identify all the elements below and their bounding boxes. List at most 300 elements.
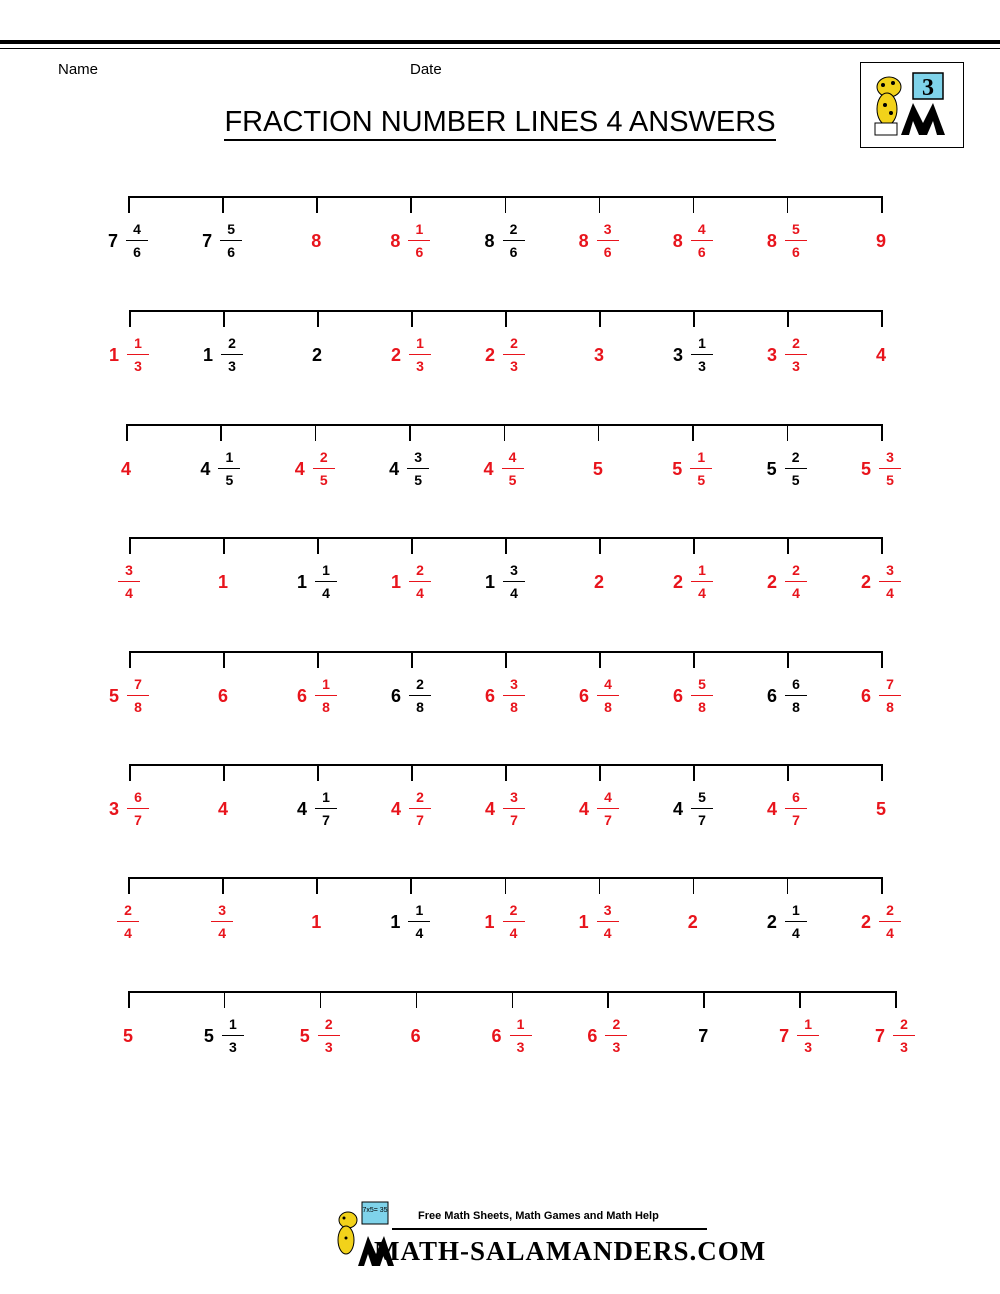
number-line-tick — [505, 877, 507, 894]
whole-number: 3 — [672, 344, 684, 365]
fraction-bar — [318, 1035, 340, 1037]
numerator: 3 — [510, 788, 518, 805]
fraction — [605, 1017, 627, 1056]
numerator: 5 — [227, 220, 236, 237]
number-line-label — [109, 676, 149, 716]
page-title — [0, 106, 1000, 139]
fraction — [785, 222, 807, 261]
fraction — [503, 563, 525, 602]
numerator: 5 — [698, 788, 706, 805]
fraction — [117, 903, 139, 942]
fraction-bar — [218, 468, 240, 470]
denominator: 4 — [792, 585, 800, 602]
denominator: 8 — [416, 699, 424, 716]
fraction-bar — [503, 581, 525, 583]
whole-number: 4 — [390, 798, 402, 819]
fraction — [222, 1017, 244, 1056]
numerator: 2 — [509, 220, 518, 237]
denominator: 3 — [324, 1039, 333, 1056]
denominator: 4 — [415, 925, 424, 942]
number-line-tick — [799, 991, 801, 1008]
number-line-label — [779, 1016, 819, 1056]
whole-number: 3 — [108, 798, 120, 819]
whole-number: 4 — [875, 344, 887, 365]
number-line-label — [579, 902, 619, 942]
number-line-tick — [409, 424, 411, 441]
whole-number: 2 — [766, 571, 778, 592]
numerator: 4 — [604, 675, 612, 692]
number-line-label — [579, 789, 619, 829]
numerator: 2 — [416, 561, 424, 578]
numerator: 2 — [886, 901, 894, 918]
whole-number: 2 — [311, 344, 323, 365]
fraction-bar — [691, 695, 713, 697]
fraction — [127, 336, 149, 375]
denominator: 7 — [792, 812, 800, 829]
numerator: 2 — [900, 1015, 908, 1032]
logo-grade-text: 3 — [922, 75, 934, 101]
fraction — [127, 790, 149, 829]
denominator: 4 — [791, 925, 800, 942]
fraction — [597, 790, 619, 829]
denominator: 6 — [603, 244, 612, 261]
number-line-label — [485, 335, 525, 375]
numerator: 3 — [218, 901, 227, 918]
number-line-tick — [881, 424, 883, 441]
numerator: 2 — [612, 1015, 621, 1032]
numerator: 3 — [510, 675, 518, 692]
numerator: 6 — [792, 788, 800, 805]
footer-brand: MATH-SALAMANDERS.COM — [374, 1236, 767, 1266]
fraction-bar — [315, 695, 337, 697]
number-line-tick — [505, 651, 507, 668]
whole-number: 8 — [672, 230, 683, 251]
fraction — [408, 903, 430, 942]
fraction-bar — [691, 581, 713, 583]
fraction-bar — [211, 921, 233, 923]
numerator: 5 — [791, 220, 800, 237]
fraction — [510, 1017, 532, 1056]
number-line — [128, 877, 881, 897]
numerator: 2 — [228, 334, 236, 351]
denominator: 4 — [124, 925, 132, 942]
numerator: 1 — [322, 675, 330, 692]
number-line-label — [767, 902, 807, 942]
number-line-label — [594, 335, 604, 375]
numerator: 4 — [604, 788, 612, 805]
numerator: 3 — [886, 448, 894, 465]
whole-number: 2 — [766, 911, 777, 932]
whole-number: 4 — [296, 798, 308, 819]
fraction-bar — [409, 354, 431, 356]
number-line-tick — [599, 877, 601, 894]
numerator: 1 — [697, 448, 706, 465]
number-line-tick — [599, 651, 601, 668]
number-line-label — [117, 902, 139, 942]
number-line-tick — [787, 537, 789, 554]
fraction-bar — [220, 240, 242, 242]
number-line-label — [203, 335, 243, 375]
whole-number: 2 — [672, 571, 684, 592]
whole-number: 5 — [672, 458, 683, 479]
fraction-bar — [597, 695, 619, 697]
number-line-tick — [220, 424, 222, 441]
number-line-tick — [317, 537, 319, 554]
number-line-tick — [599, 310, 601, 327]
number-line-label — [672, 449, 712, 489]
fraction-bar — [315, 808, 337, 810]
numerator: 3 — [603, 901, 612, 918]
whole-number: 4 — [766, 798, 778, 819]
number-line-tick — [411, 537, 413, 554]
whole-number: 3 — [593, 344, 605, 365]
number-line-label — [391, 562, 431, 602]
whole-number: 4 — [672, 798, 684, 819]
fraction — [126, 222, 148, 261]
whole-number: 6 — [296, 685, 308, 706]
whole-number: 7 — [698, 1025, 709, 1046]
denominator: 7 — [604, 812, 612, 829]
denominator: 4 — [509, 925, 518, 942]
fraction — [315, 563, 337, 602]
number-line-tick — [787, 651, 789, 668]
fraction — [127, 677, 149, 716]
number-line-tick — [787, 764, 789, 781]
denominator: 8 — [510, 699, 518, 716]
whole-number: 1 — [578, 911, 589, 932]
number-line-tick — [416, 991, 418, 1008]
number-line-label — [861, 449, 901, 489]
fraction-bar — [785, 240, 807, 242]
number-line-label — [593, 449, 603, 489]
denominator: 6 — [791, 244, 800, 261]
denominator: 3 — [416, 358, 424, 375]
number-line-tick — [787, 877, 789, 894]
number-line-label — [123, 1016, 133, 1056]
numerator: 2 — [416, 675, 424, 692]
fraction — [879, 563, 901, 602]
whole-number: 6 — [766, 685, 778, 706]
number-line-tick — [223, 310, 225, 327]
fraction — [409, 563, 431, 602]
denominator: 7 — [510, 812, 518, 829]
number-line-label — [673, 676, 713, 716]
whole-number: 5 — [299, 1025, 310, 1046]
number-line-label — [861, 902, 901, 942]
numerator: 2 — [319, 448, 328, 465]
denominator: 4 — [886, 925, 894, 942]
denominator: 8 — [698, 699, 706, 716]
numerator: 1 — [322, 788, 330, 805]
denominator: 7 — [134, 812, 142, 829]
numerator: 2 — [416, 788, 424, 805]
number-line-tick — [320, 991, 322, 1008]
number-line-tick — [224, 991, 226, 1008]
number-line-label — [312, 335, 322, 375]
denominator: 8 — [604, 699, 612, 716]
number-line-tick — [411, 310, 413, 327]
number-line-label — [204, 1016, 244, 1056]
whole-number: 4 — [578, 798, 590, 819]
numerator: 3 — [414, 448, 423, 465]
fraction — [502, 450, 524, 489]
denominator: 6 — [697, 244, 706, 261]
denominator: 8 — [792, 699, 800, 716]
number-line-tick — [222, 877, 224, 894]
numerator: 1 — [791, 901, 800, 918]
whole-number: 6 — [860, 685, 872, 706]
numerator: 3 — [510, 561, 518, 578]
fraction-bar — [597, 808, 619, 810]
whole-number: 1 — [108, 344, 120, 365]
whole-number: 7 — [779, 1025, 790, 1046]
number-line-label — [218, 676, 228, 716]
denominator: 4 — [603, 925, 612, 942]
number-line-tick — [129, 764, 131, 781]
fraction-bar — [785, 808, 807, 810]
whole-number: 1 — [390, 911, 401, 932]
fraction-bar — [118, 581, 140, 583]
numerator: 1 — [416, 334, 424, 351]
number-line — [129, 651, 881, 671]
number-line-tick — [126, 424, 128, 441]
fraction-bar — [126, 240, 148, 242]
denominator: 5 — [697, 472, 706, 489]
number-line-label — [673, 221, 713, 261]
whole-number: 6 — [587, 1025, 598, 1046]
number-line-label — [297, 789, 337, 829]
numerator: 2 — [509, 901, 518, 918]
fraction-bar — [597, 921, 619, 923]
number-line-label — [484, 221, 524, 261]
number-line-label — [579, 221, 619, 261]
denominator: 3 — [612, 1039, 621, 1056]
salamander-logo — [860, 62, 964, 148]
number-line-label — [484, 902, 524, 942]
number-line-label — [109, 335, 149, 375]
denominator: 6 — [509, 244, 518, 261]
number-line-label — [389, 449, 429, 489]
number-line-label — [485, 562, 525, 602]
denominator: 4 — [510, 585, 518, 602]
number-line-tick — [411, 651, 413, 668]
fraction-bar — [127, 695, 149, 697]
denominator: 4 — [322, 585, 330, 602]
fraction-bar — [785, 921, 807, 923]
fraction-bar — [117, 921, 139, 923]
footer-logo-sum: 7x5= 35 — [362, 1207, 388, 1214]
fraction-bar — [503, 808, 525, 810]
number-line-tick — [222, 196, 224, 213]
number-line-label — [673, 789, 713, 829]
fraction-bar — [690, 468, 712, 470]
fraction-bar — [691, 240, 713, 242]
number-line-label — [411, 1016, 421, 1056]
whole-number: 2 — [484, 344, 496, 365]
number-line-label — [875, 1016, 915, 1056]
fraction — [409, 677, 431, 716]
name-label: Name — [58, 61, 99, 78]
whole-number: 8 — [390, 230, 401, 251]
number-line-tick — [607, 991, 609, 1008]
fraction — [785, 336, 807, 375]
number-line-label — [200, 449, 240, 489]
fraction — [211, 903, 233, 942]
number-line-label — [391, 789, 431, 829]
salamander-logo-icon — [861, 63, 963, 147]
fraction — [503, 677, 525, 716]
number-line-tick — [703, 991, 705, 1008]
whole-number: 1 — [202, 344, 214, 365]
number-line-tick — [223, 537, 225, 554]
number-line-tick — [693, 877, 695, 894]
numerator: 2 — [792, 334, 800, 351]
whole-number: 7 — [202, 230, 213, 251]
numerator: 1 — [698, 561, 706, 578]
number-line — [129, 310, 881, 330]
fraction — [690, 450, 712, 489]
number-line-tick — [316, 196, 318, 213]
number-line — [126, 424, 881, 444]
fraction-bar — [691, 354, 713, 356]
whole-number: 7 — [874, 1025, 886, 1046]
fraction — [221, 336, 243, 375]
numerator: 3 — [125, 561, 133, 578]
numerator: 1 — [516, 1015, 525, 1032]
whole-number: 1 — [484, 911, 495, 932]
fraction — [785, 563, 807, 602]
whole-number: 1 — [311, 911, 322, 932]
number-line-label — [295, 449, 335, 489]
number-line-label — [767, 789, 807, 829]
number-line-tick — [317, 310, 319, 327]
whole-number: 1 — [296, 571, 308, 592]
numerator: 1 — [322, 561, 330, 578]
number-line-label — [491, 1016, 531, 1056]
numerator: 2 — [324, 1015, 333, 1032]
fraction — [407, 450, 429, 489]
number-line-tick — [881, 310, 883, 327]
denominator: 8 — [134, 699, 142, 716]
whole-number: 4 — [294, 458, 305, 479]
number-line-tick — [693, 310, 695, 327]
whole-number: 1 — [217, 571, 229, 592]
number-line-label — [218, 562, 228, 602]
denominator: 3 — [228, 358, 236, 375]
number-line-tick — [317, 764, 319, 781]
whole-number: 8 — [484, 230, 495, 251]
fraction-bar — [605, 1035, 627, 1037]
number-line-tick — [598, 424, 600, 441]
whole-number: 4 — [217, 798, 229, 819]
whole-number: 2 — [860, 571, 872, 592]
top-rule — [0, 40, 1000, 44]
denominator: 3 — [228, 1039, 237, 1056]
denominator: 5 — [508, 472, 517, 489]
fraction-bar — [879, 581, 901, 583]
fraction-bar — [879, 695, 901, 697]
whole-number: 8 — [311, 230, 322, 251]
whole-number: 1 — [484, 571, 496, 592]
fraction — [503, 336, 525, 375]
number-line-tick — [129, 310, 131, 327]
numerator: 6 — [134, 788, 142, 805]
number-line-tick — [223, 764, 225, 781]
fraction-bar — [502, 468, 524, 470]
number-line-tick — [881, 196, 883, 213]
fraction — [691, 222, 713, 261]
number-line-label — [767, 221, 807, 261]
number-line-label — [673, 562, 713, 602]
fraction — [691, 677, 713, 716]
fraction-bar — [879, 921, 901, 923]
fraction-bar — [409, 695, 431, 697]
fraction — [785, 903, 807, 942]
number-line-label — [391, 335, 431, 375]
number-line-label — [485, 676, 525, 716]
fraction — [797, 1017, 819, 1056]
whole-number: 4 — [200, 458, 211, 479]
number-line-tick — [129, 537, 131, 554]
fraction-bar — [407, 468, 429, 470]
numerator: 1 — [228, 1015, 237, 1032]
whole-number: 5 — [203, 1025, 214, 1046]
numerator: 5 — [698, 675, 706, 692]
fraction — [879, 450, 901, 489]
fraction — [218, 450, 240, 489]
fraction-bar — [879, 468, 901, 470]
denominator: 3 — [792, 358, 800, 375]
number-line-tick — [504, 424, 506, 441]
denominator: 5 — [414, 472, 423, 489]
numerator: 1 — [225, 448, 234, 465]
number-line-label — [876, 221, 886, 261]
number-line — [128, 196, 881, 216]
whole-number: 6 — [491, 1025, 502, 1046]
number-line-tick — [599, 196, 601, 213]
whole-number: 5 — [122, 1025, 134, 1046]
denominator: 7 — [698, 812, 706, 829]
number-line-label — [587, 1016, 627, 1056]
number-line-label — [861, 562, 901, 602]
whole-number: 6 — [484, 685, 496, 706]
whole-number: 2 — [860, 911, 872, 932]
number-line-tick — [895, 991, 897, 1008]
fraction — [597, 677, 619, 716]
whole-number: 2 — [593, 571, 605, 592]
denominator: 5 — [319, 472, 328, 489]
number-line-tick — [410, 196, 412, 213]
number-line-label — [767, 676, 807, 716]
number-line-label — [485, 789, 525, 829]
fraction-bar — [597, 240, 619, 242]
denominator: 5 — [791, 472, 800, 489]
numerator: 4 — [508, 448, 517, 465]
number-line-tick — [129, 651, 131, 668]
number-line-tick — [693, 764, 695, 781]
denominator: 3 — [900, 1039, 908, 1056]
fraction — [503, 790, 525, 829]
fraction — [409, 336, 431, 375]
number-line-tick — [787, 196, 789, 213]
whole-number: 4 — [389, 458, 400, 479]
numerator: 1 — [415, 901, 424, 918]
whole-number: 6 — [578, 685, 590, 706]
number-line-tick — [693, 537, 695, 554]
number-line-label — [673, 335, 713, 375]
whole-number: 4 — [483, 458, 494, 479]
fraction — [315, 790, 337, 829]
